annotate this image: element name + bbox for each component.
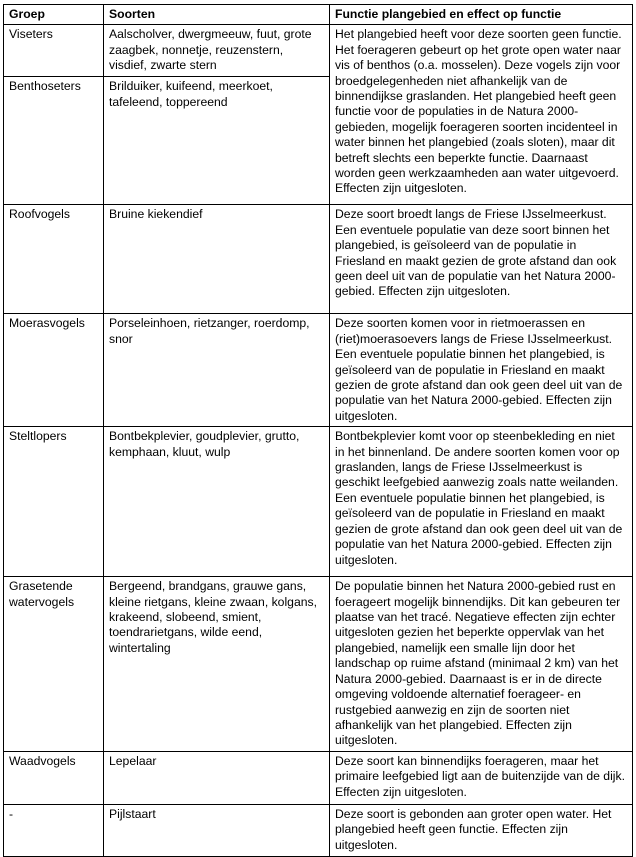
header-groep: Groep xyxy=(4,5,104,25)
header-soorten: Soorten xyxy=(104,5,330,25)
cell-soorten: Lepelaar xyxy=(104,751,330,804)
table-row xyxy=(4,577,633,751)
cell-functie: Deze soort kan binnendijks foerageren, maar het primaire leefgebied ligt aan de buitenzijde van de dijk. Effecten zijn uitgesloten. xyxy=(330,751,633,804)
cell-functie: Het plangebied heeft voor deze soorten geen functie. Het foerageren gebeurt op het grote open water naar vis of benthos (o.a. mosselen). Deze vogels zijn voor broedgelegenheden niet afhankelijk van de binnendijkse graslanden. Het plangebied heeft geen functie voor de populaties in de Natura 2000-gebieden, mogelijk foerageren soorten incidenteel in water binnen het plangebied (zoals sloten), maar dit betreft slechts een beperkte functie. Daarnaast worden geen werkzaamheden aan water uitgevoerd. Effecten zijn uitgesloten. xyxy=(330,25,633,205)
table-row xyxy=(4,804,633,856)
table-header-row xyxy=(4,5,633,25)
cell-soorten: Porseleinhoen, rietzanger, roerdomp, snor xyxy=(104,314,330,427)
cell-soorten: Bergeend, brandgans, grauwe gans, kleine rietgans, kleine zwaan, kolgans, krakeend, slobeend, smient, toendrarietgans, wilde eend, wintertaling xyxy=(104,577,330,751)
cell-functie: De populatie binnen het Natura 2000-gebied rust en foerageert mogelijk binnendijks. Dit kan gebeuren ter plaatse van het tracé. Negatieve effecten zijn echter uitgesloten gezien het beperkte oppervlak van het plangebied, namelijk een smalle lijn door het landschap op ruime afstand (minimaal 2 km) van het Natura 2000-gebied. Daarnaast is er in de directe omgeving voldoende alternatief foerageer- en rustgebied aanwezig en zijn de soorten niet afhankelijk van het plangebied. Effecten zijn uitgesloten. xyxy=(330,577,633,751)
table-row xyxy=(4,25,633,77)
cell-groep: Moerasvogels xyxy=(4,314,104,427)
cell-groep: - xyxy=(4,804,104,856)
species-effects-table xyxy=(3,4,633,857)
cell-functie: Deze soorten komen voor in rietmoerassen en (riet)moerasoevers langs de Friese IJsselmeerkust. Een eventuele populatie binnen het plangebied, is geïsoleerd van de populatie in Friesland en maakt gezien de grote afstand dan ook geen deel uit van de populatie van het Natura 2000-gebied. Effecten zijn uitgesloten. xyxy=(330,314,633,427)
table-row xyxy=(4,205,633,314)
table-row xyxy=(4,751,633,804)
table-row xyxy=(4,314,633,427)
cell-soorten: Bruine kiekendief xyxy=(104,205,330,314)
cell-groep: Roofvogels xyxy=(4,205,104,314)
cell-groep: Viseters xyxy=(4,25,104,77)
cell-groep: Grasetende watervogels xyxy=(4,577,104,751)
table-row xyxy=(4,427,633,577)
cell-groep: Benthoseters xyxy=(4,77,104,205)
cell-functie: Deze soort broedt langs de Friese IJsselmeerkust. Een eventuele populatie van deze soort binnen het plangebied, is geïsoleerd van de populatie in Friesland en maakt gezien de grote afstand dan ook geen deel uit van de populatie van het Natura 2000-gebied. Effecten zijn uitgesloten. xyxy=(330,205,633,314)
cell-groep: Steltlopers xyxy=(4,427,104,577)
cell-soorten: Bontbekplevier, goudplevier, grutto, kemphaan, kluut, wulp xyxy=(104,427,330,577)
cell-soorten: Brilduiker, kuifeend, meerkoet, tafeleend, toppereend xyxy=(104,77,330,205)
header-functie: Functie plangebied en effect op functie xyxy=(330,5,633,25)
cell-functie: Deze soort is gebonden aan groter open water. Het plangebied heeft geen functie. Effecten zijn uitgesloten. xyxy=(330,804,633,856)
cell-groep: Waadvogels xyxy=(4,751,104,804)
cell-soorten: Aalscholver, dwergmeeuw, fuut, grote zaagbek, nonnetje, reuzenstern, visdief, zwarte stern xyxy=(104,25,330,77)
cell-functie: Bontbekplevier komt voor op steenbekleding en niet in het binnenland. De andere soorten komen voor op graslanden, langs de Friese IJsselmeerkust is geschikt leefgebied aanwezig zoals natte weilanden. Een eventuele populatie binnen het plangebied, is geïsoleerd van de populatie in Friesland en maakt gezien de grote afstand dan ook geen deel uit van de populatie van het Natura 2000-gebied. Effecten zijn uitgesloten. xyxy=(330,427,633,577)
cell-soorten: Pijlstaart xyxy=(104,804,330,856)
